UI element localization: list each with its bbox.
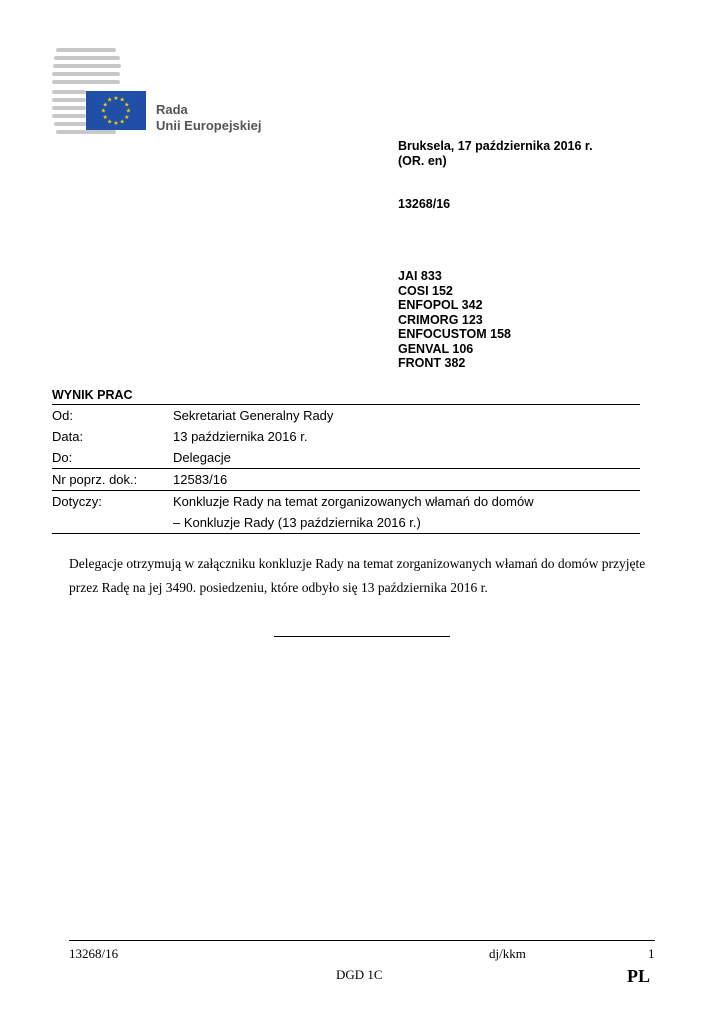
table-row [52,426,640,447]
row-value: 12583/16 [173,472,228,487]
document-number: 13268/16 [398,197,451,211]
code-item: GENVAL 106 [398,341,474,356]
row-label: Do: [52,450,73,465]
logo-stripe [52,114,86,118]
council-logo [52,46,292,136]
section-title: WYNIK PRAC [52,388,133,402]
eu-star-icon: ★ [102,114,108,121]
row-value: 13 października 2016 r. [173,429,308,444]
footer-language: PL [627,966,651,986]
footer-rule [69,940,655,941]
code-item: ENFOPOL 342 [398,298,483,312]
code-item: CRIMORG 123 [398,312,483,327]
logo-stripe [54,122,88,126]
row-label: Od: [52,408,73,423]
row-label: Data: [52,429,84,444]
metadata-table [52,404,640,534]
footer-initials: dj/kkm [489,946,526,961]
eu-star-icon: ★ [119,119,125,126]
eu-flag-icon [86,91,146,130]
table-row [52,447,640,469]
eu-star-icon: ★ [102,102,108,109]
eu-star-icon: ★ [113,96,119,102]
row-value: Delegacje [173,450,231,465]
logo-text-line1: Rada [156,102,188,117]
end-rule [274,636,450,637]
eu-star-icon: ★ [124,102,130,109]
eu-star-icon: ★ [107,119,113,126]
row-value [173,491,640,533]
logo-stripe [52,106,86,110]
eu-star-icon: ★ [113,121,119,127]
subject-line2: – Konkluzje Rady (13 października 2016 r.) [173,515,421,530]
code-item: ENFOCUSTOM 158 [398,327,511,341]
footer-department: DGD 1C [336,967,383,982]
row-value: Sekretariat Generalny Rady [173,408,334,423]
logo-stripe [52,80,120,84]
subject-line1: Konkluzje Rady na temat zorganizowanych włamań do domów [173,494,534,509]
row-label: Nr poprz. dok.: [52,472,138,487]
row-label: Dotyczy: [52,494,102,509]
body-paragraph: Delegacje otrzymują w załączniku konkluzje Rady na temat zorganizowanych włamań do domów przyjęte przez Radę na jej 3490. posiedzeniu, które odbyło się 13 października 2016 r. [69,556,646,595]
original-language: (OR. en) [398,154,447,168]
eu-star-icon: ★ [125,108,132,115]
table-row [52,469,640,491]
logo-stripe [56,48,116,52]
eu-star-icon: ★ [100,108,107,115]
code-item: COSI 152 [398,283,453,298]
footer-doc-number: 13268/16 [69,946,119,961]
eu-star-icon: ★ [107,97,113,104]
footer-page-number: 1 [648,946,655,961]
code-item: JAI 833 [398,269,442,283]
date-line: Bruksela, 17 października 2016 r. [398,139,593,153]
classification-codes [398,269,511,371]
code-item: FRONT 382 [398,356,466,370]
logo-stripe [56,130,116,134]
eu-star-icon: ★ [124,114,130,121]
logo-stripe [52,72,120,76]
logo-stripe [52,90,86,94]
table-row [52,491,640,534]
logo-stripe [52,98,86,102]
logo-stripe [54,56,120,60]
logo-stripe [53,64,121,68]
eu-star-icon: ★ [119,97,125,104]
logo-text-line2: Unii Europejskiej [156,118,262,133]
table-row [52,405,640,426]
